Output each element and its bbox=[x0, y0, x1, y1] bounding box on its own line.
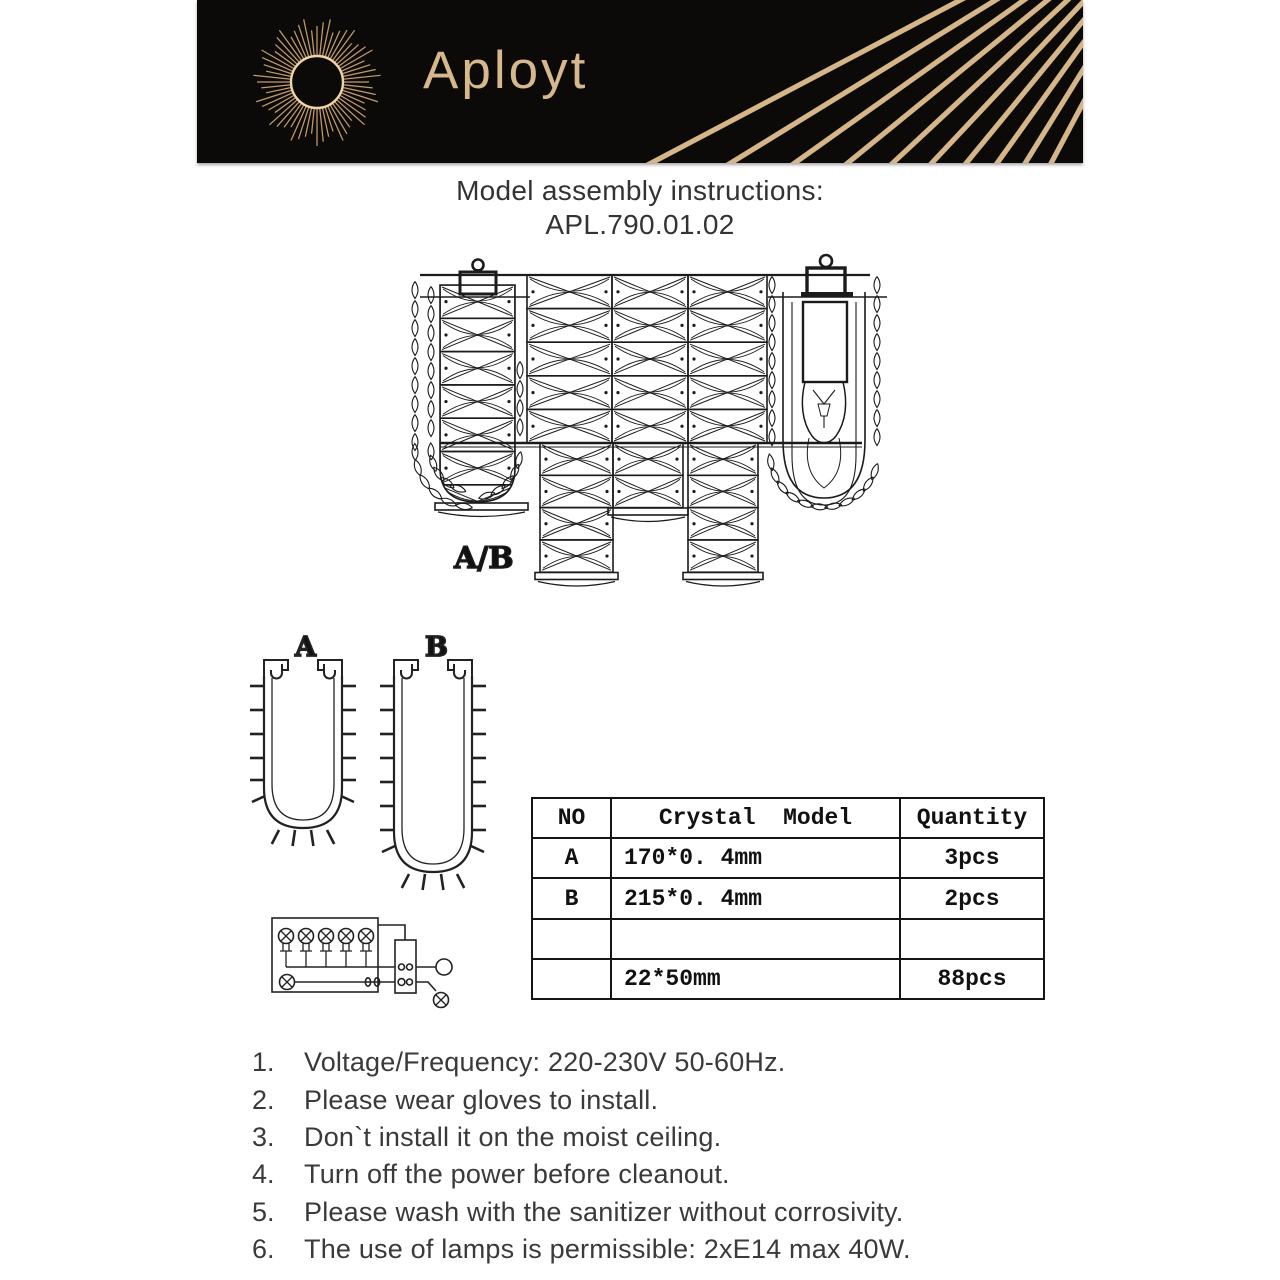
socket-tube bbox=[803, 302, 847, 382]
svg-text:A: A bbox=[295, 632, 316, 663]
instruction-item bbox=[252, 1231, 1242, 1268]
mounting-bracket-left bbox=[460, 260, 496, 295]
item-number: 1. bbox=[252, 1047, 275, 1078]
parts-and-wiring bbox=[240, 620, 520, 1020]
cell-model bbox=[611, 919, 900, 959]
part-a-diagram bbox=[250, 632, 356, 846]
col-header-no: NO bbox=[532, 798, 611, 838]
brand-name: Aployt bbox=[423, 41, 589, 100]
cell-no bbox=[532, 919, 611, 959]
starburst-ring bbox=[291, 56, 343, 108]
part-b-diagram bbox=[380, 632, 486, 890]
cell-qty: 2pcs bbox=[900, 878, 1044, 919]
svg-text:B: B bbox=[425, 632, 448, 663]
crystal-lattice-body bbox=[527, 275, 767, 443]
cell-model: 22*50mm bbox=[611, 959, 900, 999]
wiring-diagram bbox=[272, 918, 452, 1008]
ground-terminal bbox=[436, 959, 452, 975]
item-number: 6. bbox=[252, 1234, 275, 1265]
table-row bbox=[532, 919, 1044, 959]
sconce-line-drawing bbox=[400, 250, 900, 600]
cell-model: 170*0. 4mm bbox=[611, 838, 900, 878]
crystal-spec-table bbox=[531, 797, 1045, 1000]
cell-no: B bbox=[532, 878, 611, 919]
brand-banner bbox=[197, 0, 1083, 163]
table-row bbox=[532, 878, 1044, 919]
title-line2: APL.790.01.02 bbox=[545, 209, 735, 240]
col-header-model: Crystal Model bbox=[611, 798, 900, 838]
table-row bbox=[532, 959, 1044, 999]
cell-qty: 3pcs bbox=[900, 838, 1044, 878]
instruction-item bbox=[252, 1156, 1242, 1193]
corner-rays-icon bbox=[197, 0, 1083, 163]
ab-label: A/B bbox=[454, 541, 514, 576]
candle-bulb-icon bbox=[802, 382, 845, 488]
item-text: Please wash with the sanitizer without corrosivity. bbox=[304, 1196, 904, 1227]
item-text: Voltage/Frequency: 220-230V 50-60Hz. bbox=[304, 1047, 786, 1078]
item-number: 5. bbox=[252, 1196, 275, 1227]
item-text: Turn off the power before cleanout. bbox=[304, 1159, 730, 1190]
item-text: The use of lamps is permissible: 2xE14 max 40W. bbox=[304, 1234, 911, 1265]
item-text: Don`t install it on the moist ceiling. bbox=[304, 1121, 722, 1152]
item-number: 4. bbox=[252, 1159, 275, 1190]
instruction-item bbox=[252, 1119, 1242, 1156]
instruction-item bbox=[252, 1081, 1242, 1118]
page-title bbox=[0, 174, 1280, 242]
table-row bbox=[532, 838, 1044, 878]
starburst-logo-icon bbox=[253, 19, 380, 146]
item-text: Please wear gloves to install. bbox=[304, 1084, 659, 1115]
title-line1: Model assembly instructions: bbox=[456, 175, 824, 206]
cell-no: A bbox=[532, 838, 611, 878]
cell-no bbox=[532, 959, 611, 999]
lamp-housing bbox=[783, 255, 865, 505]
cell-qty bbox=[900, 919, 1044, 959]
instruction-list bbox=[252, 1044, 1242, 1268]
cell-model: 215*0. 4mm bbox=[611, 878, 900, 919]
instruction-item bbox=[252, 1044, 1242, 1081]
banner-decor bbox=[197, 0, 1083, 163]
cell-qty: 88pcs bbox=[900, 959, 1044, 999]
col-header-qty: Quantity bbox=[900, 798, 1044, 838]
item-number: 3. bbox=[252, 1121, 275, 1152]
instruction-item bbox=[252, 1194, 1242, 1231]
item-number: 2. bbox=[252, 1084, 275, 1115]
